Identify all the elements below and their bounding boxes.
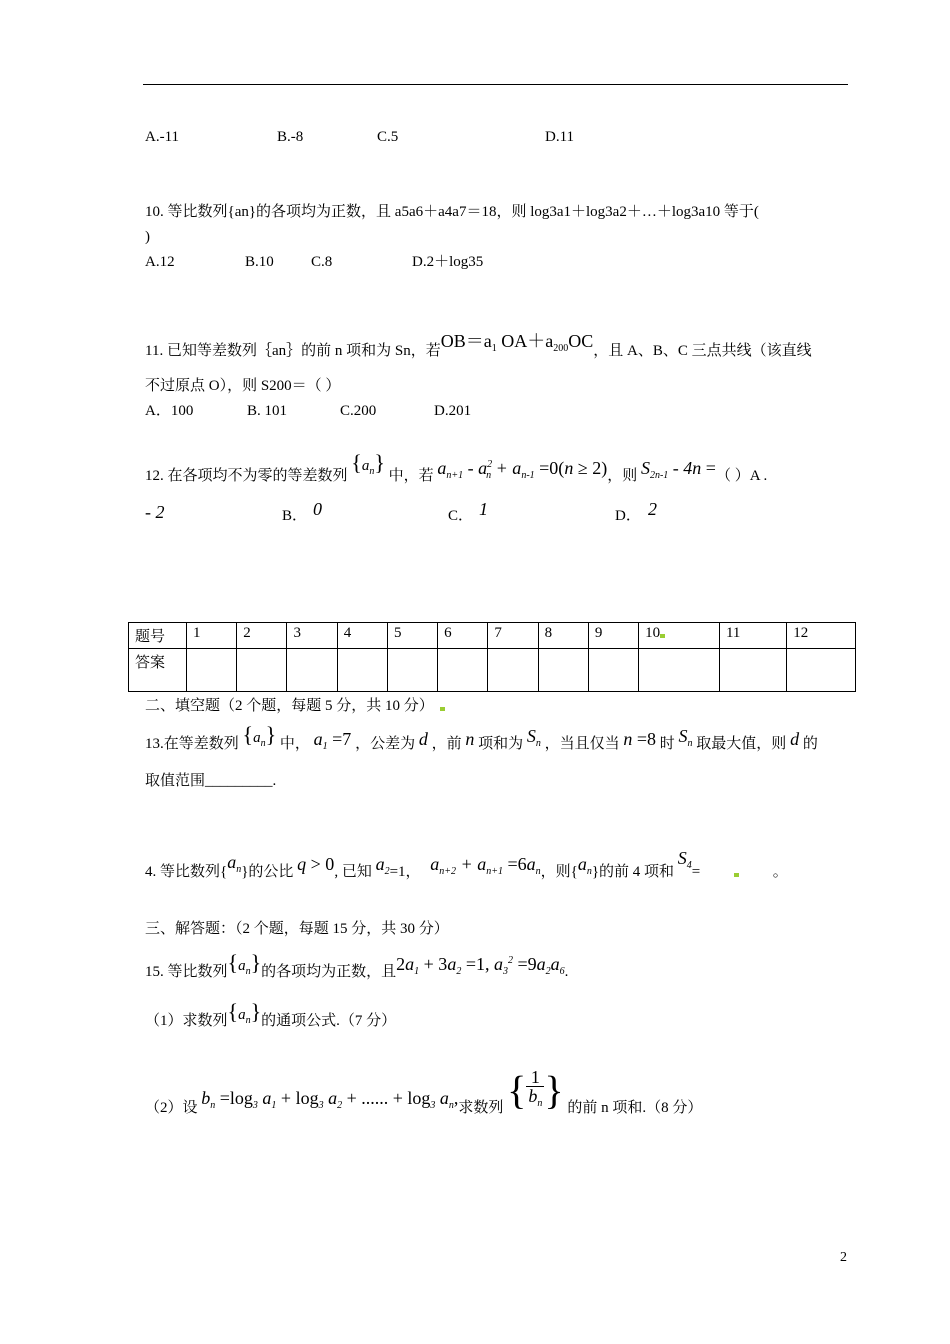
answer-cell[interactable] (438, 649, 488, 692)
answer-table-number: 1 (187, 623, 237, 649)
answer-cell[interactable] (488, 649, 538, 692)
q13-var-n: n (465, 729, 475, 749)
q10-option-a: A.12 (145, 254, 175, 270)
section3-title: 三、解答题：（2 个题，每题 15 分，共 30 分） (145, 921, 449, 937)
q14-var-s4: $S_4$ (677, 848, 692, 871)
answer-cell[interactable] (387, 649, 437, 692)
answer-cell[interactable] (287, 649, 337, 692)
q14-var-an: $a_n$ (227, 852, 242, 875)
q14-var-an-2: $a_n$ (577, 854, 592, 877)
q10-option-d: D.2＋log35 (412, 254, 484, 270)
answer-table-answer-row (129, 649, 856, 692)
q13-var-d: d (418, 729, 428, 749)
answer-cell[interactable] (588, 649, 638, 692)
q13-n-eq-8: n =8 (623, 729, 657, 749)
q11-option-d: D.201 (434, 403, 472, 419)
answer-table-number: 8 (538, 623, 588, 649)
q11-option-c: C.200 (340, 403, 377, 419)
answer-cell[interactable] (337, 649, 387, 692)
q12-condition: $a_{n+1} - a^2_n + a_{n-1} =0(n \ge 2)$ (437, 458, 608, 481)
q10-option-b: B.10 (245, 254, 274, 270)
q13-stem: 13.在等差数列 $\{a_n\}$ 中， $a_1 =7$ ，公差为 d ，前 n 项和为 $S_n$ ，当且仅当 n =8 时 $S_n$ 取最大值，则 d 的 (145, 722, 818, 752)
answer-table-number: 5 (387, 623, 437, 649)
q12-option-d-value: 2 (648, 499, 657, 519)
q9-option-b: B.-8 (277, 129, 304, 145)
q13-var-d-2: d (790, 729, 800, 749)
q15-part2: （2）设 $b_n =\log_3$ $a_1 + \log_3 a_2$ + ...... + $\log_3 a_n$,求数列 { $\frac{1}{b_n}$ } 的前 n 项和.（8 分） (145, 1067, 703, 1116)
q13-stem-line2: 取值范围_________. (145, 773, 277, 789)
q9-option-a: A.-11 (145, 129, 180, 145)
answer-table (128, 622, 856, 692)
q10-stem-end: ) (145, 229, 150, 245)
q11-stem: 11. 已知等差数列｛an｝的前 n 项和为 Sn，若$OB=a_1$ $OA+a_{200}OC$，且 A、B、C 三点共线（该直线 (145, 331, 812, 359)
q11-option-a: A．100 (145, 403, 194, 419)
answer-table-number-cell (639, 623, 720, 649)
answer-table-number: 2 (237, 623, 287, 649)
q12-option-c-value: 1 (479, 499, 488, 519)
q10-stem: 10. 等比数列{an}的各项均为正数，且 a5a6＋a4a7＝18，则 log3a1＋log3a2＋…＋log3a10 等于( (145, 204, 759, 220)
answer-table-number: 11 (719, 623, 786, 649)
q12-option-d-label: D． (615, 508, 641, 524)
answer-table-number: 10 (645, 625, 661, 641)
answer-cell[interactable] (719, 649, 786, 692)
answer-cell[interactable] (787, 649, 856, 692)
answer-table-number: 4 (337, 623, 387, 649)
q9-option-d: D.11 (545, 129, 575, 145)
q15-bn-definition: $b_n =\log_3$ $a_1 + \log_3 a_2$ + ...... + $\log_3 a_n$, (201, 1087, 459, 1111)
q13-var-sn: $S_n$ (526, 726, 541, 749)
answer-table-number: 3 (287, 623, 337, 649)
q15-reciprocal-seq: { $\frac{1}{b_n}$ } (507, 1067, 564, 1113)
answer-table-number: 7 (488, 623, 538, 649)
answer-table-number: 9 (588, 623, 638, 649)
q13-seq-an: $\{a_n\}$ (242, 722, 277, 749)
q12-option-b-value: 0 (313, 499, 322, 519)
q14-stem: 4. 等比数列$\{a_n\}$的公比 q > 0, 已知 $a_2=1$， $a_{n+2} + a_{n+1} =6a_n$，则$\{a_n\}$的前 4 项和 $S_4=$ 。 (145, 848, 788, 880)
header-rule (143, 84, 848, 85)
q11-vector-expression: $OB=a_1$ $OA+a_{200}OC$ (440, 331, 594, 354)
q13-var-sn-2: $S_n$ (678, 726, 693, 749)
q14-q-gt-0: q > 0 (297, 854, 335, 874)
q13-a1-eq: $a_1 =7$ (313, 729, 352, 752)
answer-cell[interactable] (187, 649, 237, 692)
q15-part1-seq-an: $\{a_n\}$ (227, 999, 262, 1026)
answer-table-header-row (129, 623, 856, 649)
q15-seq-an: $\{a_n\}$ (227, 950, 262, 977)
q11-option-b: B. 101 (247, 403, 288, 419)
q12-target-expression: $S_{2n-1} - 4n$ = (640, 458, 716, 481)
answer-table-number: 12 (787, 623, 856, 649)
answer-cell[interactable] (639, 649, 720, 692)
q15-stem: 15. 等比数列$\{a_n\}$的各项均为正数，且$2a_1 + 3a_2 =1$, $a_3^2 =9a_2a_6$. (145, 950, 569, 980)
highlight-mark (660, 634, 665, 638)
section2-title: 二、填空题（2 个题，每题 5 分，共 10 分） (145, 697, 445, 715)
answer-table-answer-label: 答案 (129, 649, 187, 692)
q14-recurrence: $a_{n+2} + a_{n+1} =6a_n$ (430, 854, 541, 877)
q10-option-c: C.8 (311, 254, 333, 270)
q12-stem: 12. 在各项均不为零的等差数列 $\{a_n\}$ 中，若 $a_{n+1} - a^2_n + a_{n-1} =0(n \ge 2)$，则 $S_{2n-1} - 4n$ =（ ）A . (145, 450, 768, 484)
answer-cell[interactable] (538, 649, 588, 692)
answer-table-number: 6 (438, 623, 488, 649)
q9-option-c: C.5 (377, 129, 399, 145)
highlight-mark (440, 707, 445, 711)
q14-var-a2: $a_2$ (375, 854, 390, 877)
q11-stem-line2: 不过原点 O），则 S200＝（ ） (145, 378, 341, 394)
answer-cell[interactable] (237, 649, 287, 692)
q12-option-b-label: B． (282, 508, 308, 524)
q12-option-c-label: C． (448, 508, 474, 524)
q12-seq-an: $\{a_n\}$ (351, 450, 385, 477)
q12-option-a-value: - 2 (145, 502, 165, 522)
q15-part1: （1）求数列$\{a_n\}$的通项公式.（7 分） (145, 999, 397, 1029)
answer-table-header-label: 题号 (129, 623, 187, 649)
highlight-mark (734, 873, 739, 877)
page-number: 2 (840, 1250, 847, 1265)
q15-condition: $2a_1 + 3a_2 =1$, $a_3^2 =9a_2a_6$ (396, 954, 565, 977)
